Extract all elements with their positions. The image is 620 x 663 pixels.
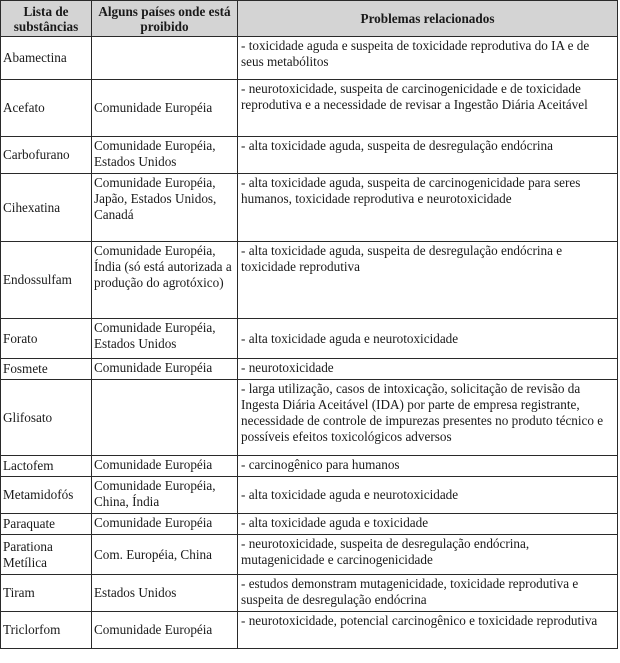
substance-name: Endossulfam xyxy=(1,242,92,319)
substance-name: Cihexatina xyxy=(1,174,92,242)
table-row xyxy=(1,477,618,514)
substance-name: Paraquate xyxy=(1,514,92,535)
problems-cell: - alta toxicidade aguda e toxicidade xyxy=(238,514,618,535)
countries-cell: Comunidade Européia, Estados Unidos xyxy=(92,137,238,174)
table-row xyxy=(1,575,618,612)
table-row xyxy=(1,37,618,80)
substance-name: Abamectina xyxy=(1,37,92,80)
table-row xyxy=(1,612,618,649)
problems-cell: - larga utilização, casos de intoxicação, solicitação de revisão da Ingesta Diária Aceitável (IDA) por parte de empresa registrante, necessidade de controle de impurezas presentes no produto técnico e possíveis efeitos toxicológicos adversos xyxy=(238,380,618,456)
substance-name: Carbofurano xyxy=(1,137,92,174)
countries-cell: Comunidade Européia, Japão, Estados Unidos, Canadá xyxy=(92,174,238,242)
substance-name: Lactofem xyxy=(1,456,92,477)
substance-name: Acefato xyxy=(1,80,92,137)
header-problems: Problemas relacionados xyxy=(238,1,618,37)
table-row xyxy=(1,174,618,242)
table-row xyxy=(1,137,618,174)
table-row xyxy=(1,456,618,477)
countries-cell: Comunidade Européia xyxy=(92,80,238,137)
table-row xyxy=(1,319,618,359)
substance-name: Glifosato xyxy=(1,380,92,456)
table-row xyxy=(1,535,618,575)
problems-cell: - neurotoxicidade, suspeita de carcinogenicidade e de toxicidade reprodutiva e a necessidade de revisar a Ingestão Diária Aceitável xyxy=(238,80,618,137)
countries-cell: Comunidade Européia xyxy=(92,456,238,477)
countries-cell: Comunidade Européia, Estados Unidos xyxy=(92,319,238,359)
substance-name: Forato xyxy=(1,319,92,359)
table-row xyxy=(1,242,618,319)
countries-cell: Comunidade Européia xyxy=(92,612,238,649)
problems-cell: - alta toxicidade aguda, suspeita de desregulação endócrina xyxy=(238,137,618,174)
table-row xyxy=(1,514,618,535)
countries-cell: Estados Unidos xyxy=(92,575,238,612)
substance-name: Parationa Metílica xyxy=(1,535,92,575)
problems-cell: - neurotoxicidade, suspeita de desregulação endócrina, mutagenicidade e carcinogenicidade xyxy=(238,535,618,575)
table-row xyxy=(1,80,618,137)
countries-cell: Comunidade Européia, Índia (só está autorizada a produção do agrotóxico) xyxy=(92,242,238,319)
problems-cell: - carcinogênico para humanos xyxy=(238,456,618,477)
problems-cell: - neurotoxicidade xyxy=(238,359,618,380)
countries-cell: Comunidade Européia, China, Índia xyxy=(92,477,238,514)
countries-cell: Comunidade Européia xyxy=(92,359,238,380)
header-row xyxy=(1,1,618,37)
problems-cell: - alta toxicidade aguda, suspeita de desregulação endócrina e toxicidade reprodutiva xyxy=(238,242,618,319)
problems-cell: - toxicidade aguda e suspeita de toxicidade reprodutiva do IA e de seus metabólitos xyxy=(238,37,618,80)
countries-cell: Comunidade Européia xyxy=(92,514,238,535)
countries-cell xyxy=(92,380,238,456)
problems-cell: - alta toxicidade aguda e neurotoxicidade xyxy=(238,477,618,514)
countries-cell: Com. Européia, China xyxy=(92,535,238,575)
substance-name: Tiram xyxy=(1,575,92,612)
substance-name: Triclorfom xyxy=(1,612,92,649)
header-substance: Lista de substâncias xyxy=(1,1,92,37)
table-row xyxy=(1,380,618,456)
problems-cell: - alta toxicidade aguda e neurotoxicidade xyxy=(238,319,618,359)
problems-cell: - neurotoxicidade, potencial carcinogênico e toxicidade reprodutiva xyxy=(238,612,618,649)
problems-cell: - alta toxicidade aguda, suspeita de carcinogenicidade para seres humanos, toxicidade reprodutiva e neurotoxicidade xyxy=(238,174,618,242)
substance-name: Metamidofós xyxy=(1,477,92,514)
table-row xyxy=(1,359,618,380)
countries-cell xyxy=(92,37,238,80)
substance-name: Fosmete xyxy=(1,359,92,380)
header-countries: Alguns países onde está proibido xyxy=(92,1,238,37)
problems-cell: - estudos demonstram mutagenicidade, toxicidade reprodutiva e suspeita de desregulação endócrina xyxy=(238,575,618,612)
